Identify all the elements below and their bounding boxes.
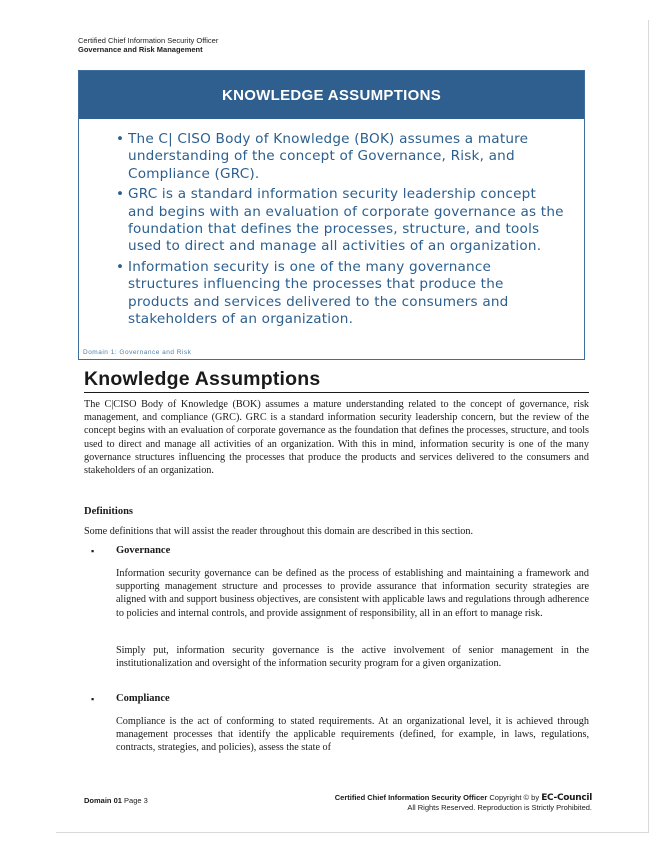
intro-paragraph: The C|CISO Body of Knowledge (BOK) assumes a mature understanding related to the concept of governance, risk management, and compliance (GRC). GRC is a standard information security leadership concern, but the review of the concept begins with an evaluation of corporate governance as the foundation that defines the processes, structure, and tools used to direct and manage all activities of an organization. With this in mind, information security is one of the many governance structures influencing the processes that produce the products and services delivered to the consumers and stakeholders of an organization. xyxy=(84,399,589,477)
slide-title: KNOWLEDGE ASSUMPTIONS xyxy=(221,86,442,104)
module-title: Governance and Risk Management xyxy=(78,45,203,54)
course-title: Certified Chief Information Security Officer xyxy=(78,36,219,45)
slide-bullet-list xyxy=(79,119,584,328)
slide-box xyxy=(78,70,585,360)
slide-bullet xyxy=(116,186,564,256)
footer-page-number: Page 3 xyxy=(124,796,148,805)
definitions-heading: Definitions xyxy=(84,506,134,517)
footer-copyright: Copyright © by xyxy=(489,793,540,802)
slide-bullet xyxy=(116,259,564,329)
page-footer-left xyxy=(84,796,148,805)
footer-cert-name: Certified Chief Information Security Officer xyxy=(334,793,488,802)
term-compliance-paragraph: Compliance is the act of conforming to stated requirements. At an organizational level, it is achieved through management processes that identify the applicable requirements (defined, for example, in laws, regulations, contracts, strategies, and policies), assess the state of xyxy=(116,716,589,754)
slide-bullet xyxy=(116,131,564,183)
definitions-intro: Some definitions that will assist the reader throughout this domain are described in this section. xyxy=(84,526,474,537)
slide-bullet-text: The C| CISO Body of Knowledge (BOK) assumes a mature understanding of the concept of Governance, Risk, and Compliance (GRC). xyxy=(128,131,529,182)
term-governance-heading: Governance xyxy=(116,545,171,556)
footer-rights: All Rights Reserved. Reproduction is Strictly Prohibited. xyxy=(407,803,592,812)
bullet-dot: • xyxy=(116,131,125,147)
bullet-dot: • xyxy=(116,186,125,203)
term-governance-paragraph: Simply put, information security governance is the active involvement of senior management in the institutionalization and oversight of the information security program for a given organization. xyxy=(116,645,589,670)
term-compliance-heading: Compliance xyxy=(116,693,170,704)
bullet-dot: • xyxy=(116,258,125,275)
term-governance-paragraph: Information security governance can be defined as the process of establishing and maintaining a framework and supporting management structure and processes to provide assurance that information security strategies are aligned with and support business objectives, are consistent with applicable laws and regulations through adherence to policies and internal controls, and provide assignment of responsibility, all in an effort to manage risk. xyxy=(116,568,589,619)
square-bullet-icon: ▪ xyxy=(91,546,95,556)
slide-title-bar xyxy=(79,71,584,119)
footer-domain: Domain 01 xyxy=(84,796,122,805)
section-heading: Knowledge Assumptions xyxy=(84,368,321,390)
page-header xyxy=(78,36,618,54)
heading-divider xyxy=(84,392,589,393)
page-footer-right xyxy=(335,793,592,813)
slide-bullet-text: Information security is one of the many governance structures influencing the processes that produce the products and services delivered to the consumers and stakeholders of an organization. xyxy=(128,258,509,328)
footer-copyright-line xyxy=(335,793,592,803)
ec-council-logo: EC-Council xyxy=(541,793,592,803)
slide-bullet-text: GRC is a standard information security leadership concept and begins with an evaluation of corporate governance as the foundation that defines the processes, structure, and tools used to direct and manage all activities of an organization. xyxy=(128,186,564,255)
slide-footer: Domain 1: Governance and Risk xyxy=(83,349,192,356)
square-bullet-icon: ▪ xyxy=(91,694,95,704)
